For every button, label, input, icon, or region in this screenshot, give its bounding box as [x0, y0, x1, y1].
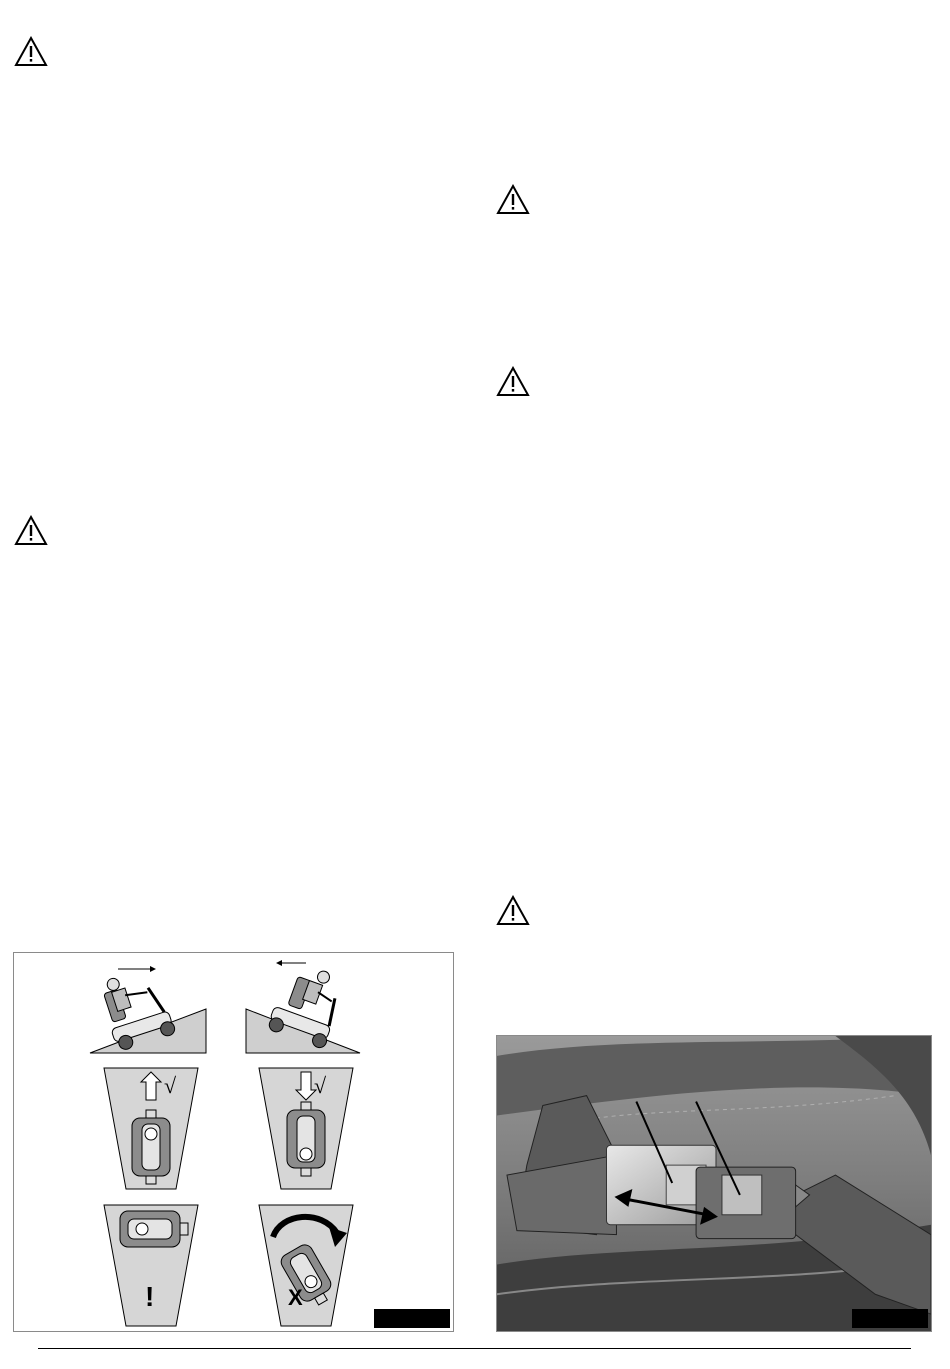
figure-label-tab: [852, 1309, 928, 1328]
warning-icon: [496, 366, 530, 398]
figure-label-tab: [374, 1309, 450, 1328]
top-view-turning-panel: [257, 1203, 355, 1328]
top-view-straight-down-panel: [257, 1066, 355, 1191]
caution-mark: !: [145, 1281, 155, 1312]
warning-icon: [14, 515, 48, 547]
warning-icon: [496, 895, 530, 927]
ok-checkmark: √: [164, 1073, 177, 1098]
seat-belt-buckle-photo: [496, 1035, 932, 1332]
forbidden-mark: X: [288, 1285, 303, 1310]
scooter-downhill-illustration: [244, 953, 362, 1056]
top-view-straight-up-panel: [102, 1066, 200, 1191]
slope-driving-figure: [13, 952, 454, 1332]
scooter-uphill-illustration: [88, 961, 208, 1056]
seat-belt-photo-illustration: [497, 1036, 931, 1331]
ok-checkmark: √: [314, 1073, 327, 1098]
warning-icon: [14, 36, 48, 68]
footer-rule: [38, 1348, 911, 1349]
warning-icon: [496, 184, 530, 216]
